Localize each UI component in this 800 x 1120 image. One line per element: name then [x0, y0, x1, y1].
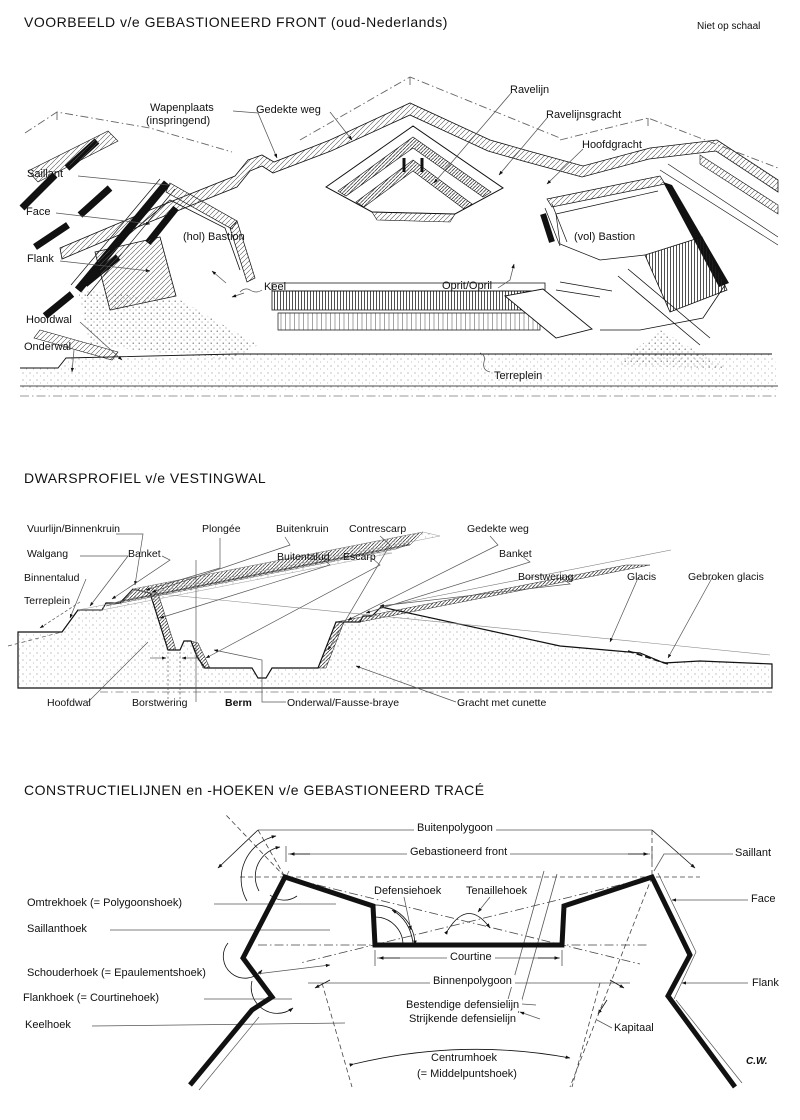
label-middelpuntshoek: (= Middelpuntshoek): [417, 1068, 517, 1080]
label-gedekte-weg-1: Gedekte weg: [256, 104, 321, 116]
section2-title: DWARSPROFIEL v/e VESTINGWAL: [24, 470, 267, 486]
section3-title: CONSTRUCTIELIJNEN en -HOEKEN v/e GEBASTIONEERD TRACÉ: [24, 782, 485, 798]
label-berm: Berm: [225, 697, 252, 709]
label-saillant-1: Saillant: [27, 168, 64, 180]
label-gracht-met-cunette: Gracht met cunette: [457, 697, 547, 709]
label-saillanthoek: Saillanthoek: [27, 923, 87, 935]
label-buitenpolygoon: Buitenpolygoon: [414, 822, 496, 834]
label-wapenplaats-inspringend: (inspringend): [146, 115, 211, 127]
label-hol-bastion: (hol) Bastion: [183, 231, 245, 243]
label-gebastioneerd-front: Gebastioneerd front: [407, 846, 510, 858]
label-strijkende-defensielijn: Strijkende defensielijn: [406, 1013, 519, 1025]
label-gedekte-weg-2: Gedekte weg: [467, 523, 529, 535]
label-saillant-3: Saillant: [735, 847, 772, 859]
label-oprit: Oprit/Opril: [442, 280, 493, 292]
label-borstwering-right: Borstwering: [518, 571, 574, 583]
scale-note: Niet op schaal: [697, 21, 761, 32]
label-banket-right: Banket: [499, 548, 532, 560]
bastioned-front-drawing: [20, 77, 778, 396]
label-walgang: Walgang: [27, 548, 69, 560]
section1-title: VOORBEELD v/e GEBASTIONEERD FRONT (oud-Nederlands): [24, 14, 448, 30]
label-contrescarp: Contrescarp: [349, 523, 407, 535]
label-flankhoek: Flankhoek (= Courtinehoek): [23, 992, 160, 1004]
label-binnenpolygoon: Binnenpolygoon: [430, 975, 515, 987]
label-face-3: Face: [751, 893, 776, 905]
label-buitenkruin: Buitenkruin: [276, 523, 329, 535]
label-onderwal-fausse-braye: Onderwal/Fausse-braye: [287, 697, 400, 709]
label-binnentalud: Binnentalud: [24, 572, 80, 584]
label-hoofdgracht: Hoofdgracht: [582, 139, 642, 151]
label-keel: Keel: [264, 281, 287, 293]
label-tenaillehoek: Tenaillehoek: [463, 885, 530, 897]
label-vol-bastion: (vol) Bastion: [574, 231, 636, 243]
label-keelhoek: Keelhoek: [25, 1019, 71, 1031]
label-terreplein-1: Terreplein: [494, 370, 543, 382]
label-buitentalud: Buitentalud: [277, 551, 330, 563]
label-flank-1: Flank: [27, 253, 54, 265]
label-hoofdwal-1: Hoofdwal: [26, 314, 72, 326]
signature: C.W.: [746, 1056, 768, 1067]
label-courtine: Courtine: [447, 951, 495, 963]
label-defensiehoek: Defensiehoek: [371, 885, 444, 897]
label-omtrekhoek: Omtrekhoek (= Polygoonshoek): [27, 897, 182, 909]
label-banket-left: Banket: [128, 548, 161, 560]
rampart-profile-drawing: [8, 532, 772, 702]
label-glacis: Glacis: [627, 571, 657, 583]
label-face-1: Face: [26, 206, 51, 218]
label-hoofdwal-2: Hoofdwal: [47, 697, 91, 709]
label-flank-3: Flank: [752, 977, 779, 989]
label-bestendige-defensielijn: Bestendige defensielijn: [403, 999, 522, 1011]
label-gebroken-glacis: Gebroken glacis: [688, 571, 764, 583]
label-plongee: Plongée: [202, 523, 241, 535]
label-schouderhoek: Schouderhoek (= Epaulementshoek): [27, 967, 206, 979]
label-ravelijn: Ravelijn: [510, 84, 550, 96]
label-wapenplaats: Wapenplaats: [150, 102, 214, 114]
label-kapitaal: Kapitaal: [614, 1022, 654, 1034]
label-ravelijnsgracht: Ravelijnsgracht: [546, 109, 622, 121]
label-onderwal-1: Onderwal: [24, 341, 72, 353]
label-escarp: Escarp: [343, 551, 376, 563]
label-borstwering-bottom: Borstwering: [132, 697, 188, 709]
label-terreplein-2: Terreplein: [24, 595, 71, 607]
label-vuurlijn-binnenkruin: Vuurlijn/Binnenkruin: [27, 523, 120, 535]
label-centrumhoek: Centrumhoek: [431, 1052, 498, 1064]
